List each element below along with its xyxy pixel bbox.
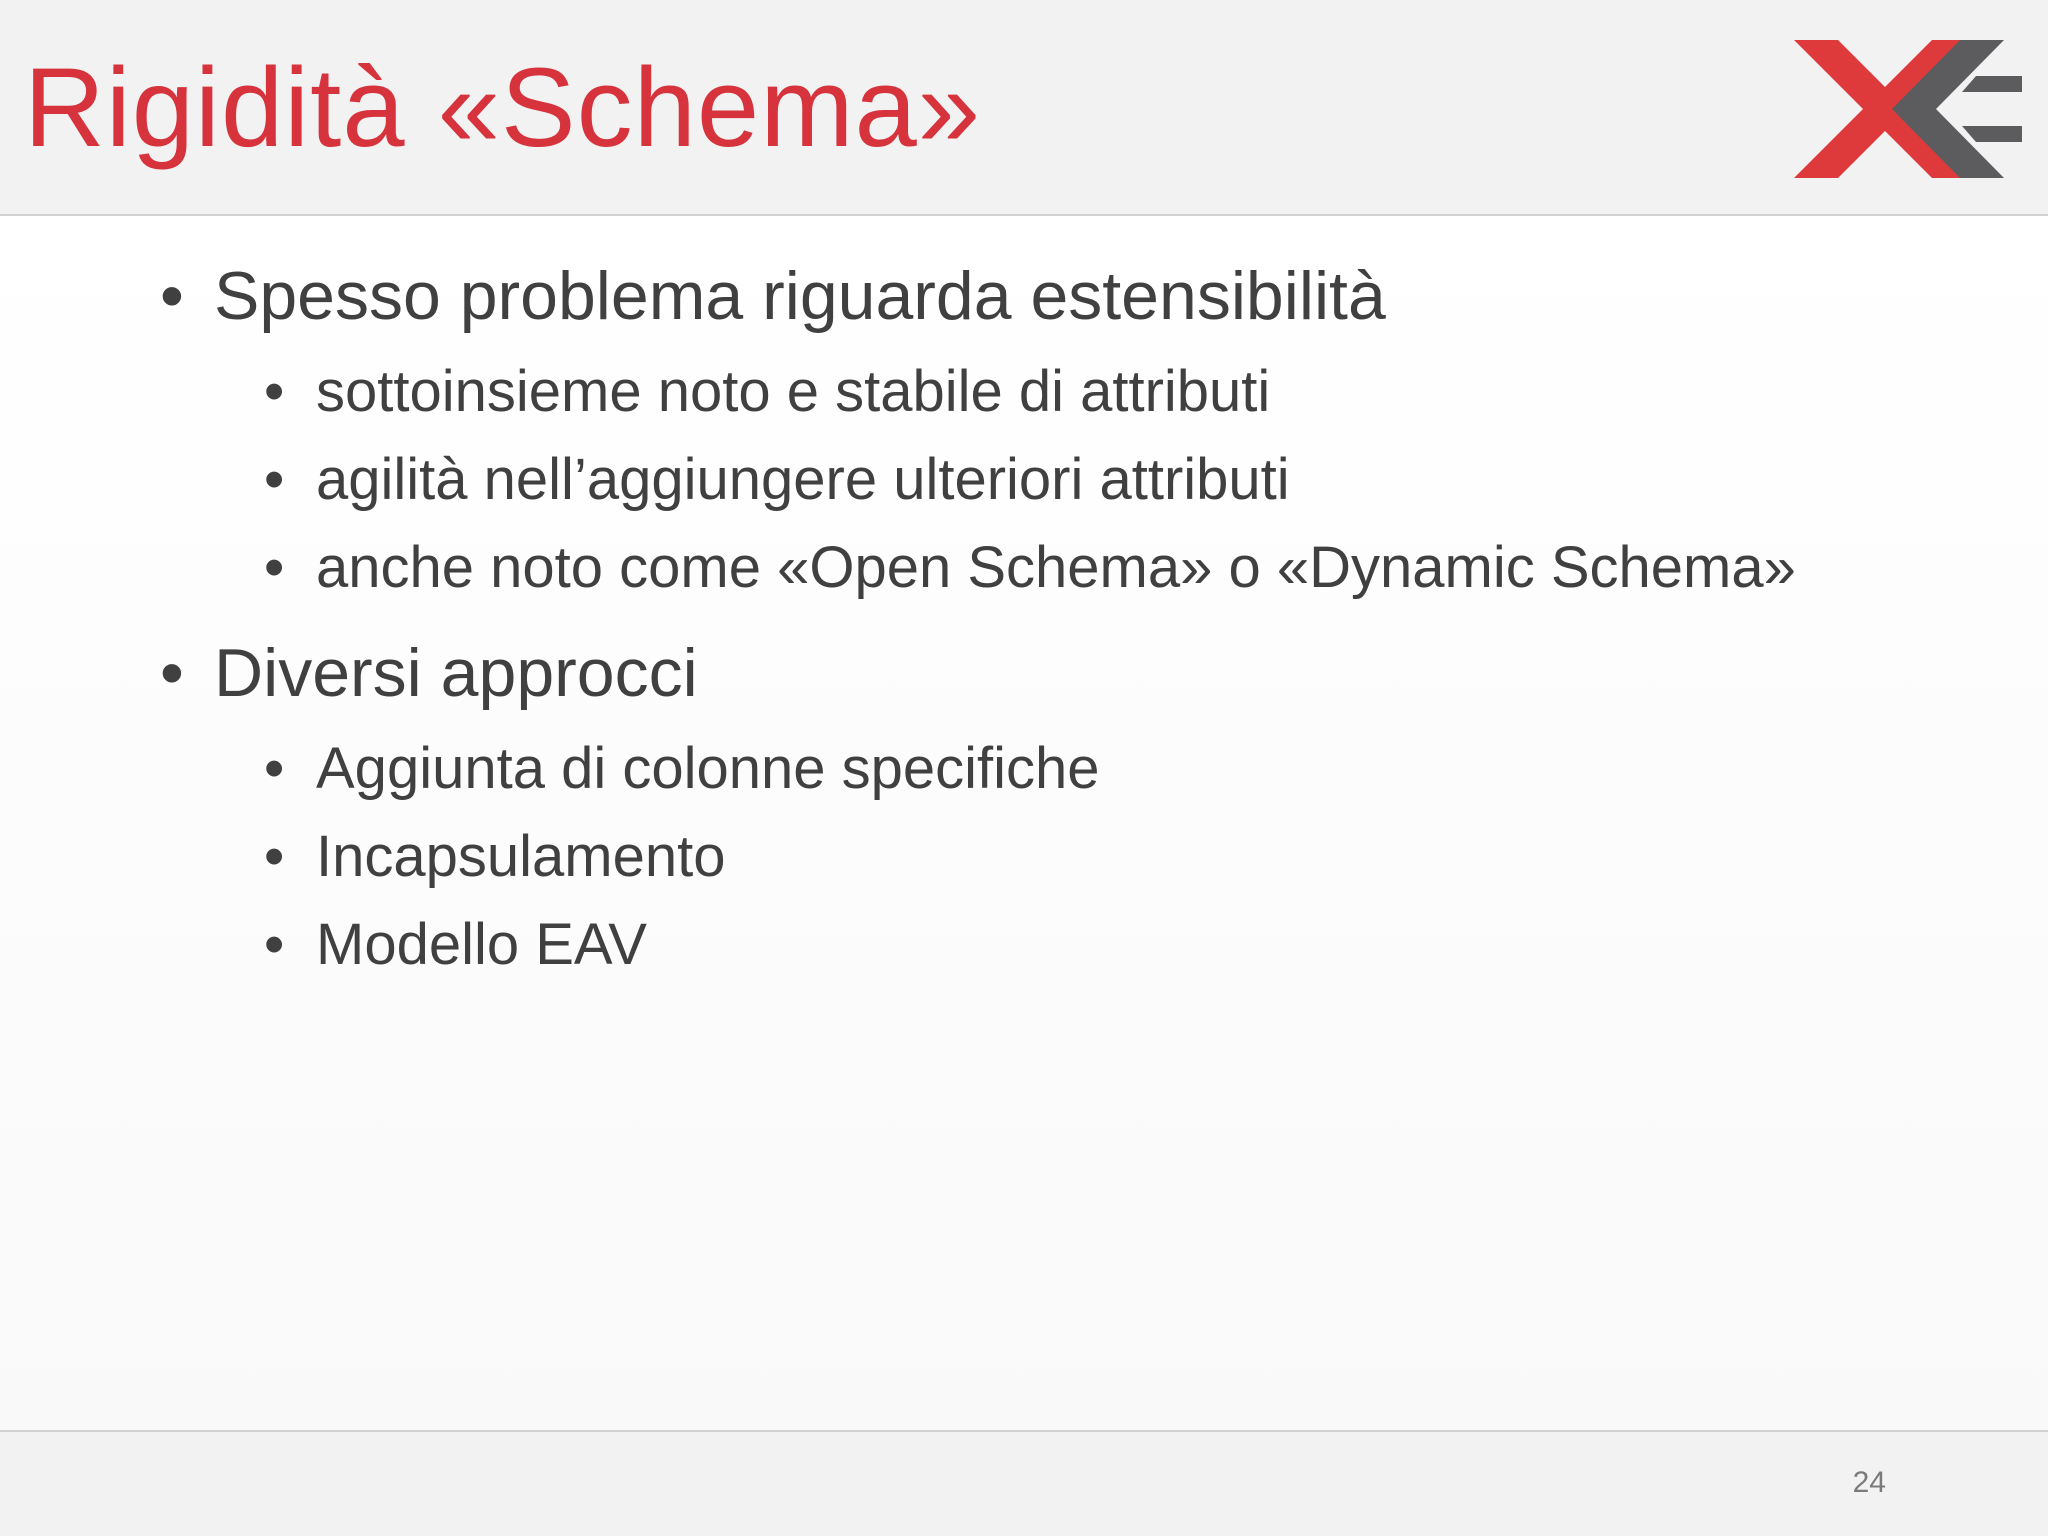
bullet-text: Diversi approcci — [214, 635, 698, 711]
slide-footer — [0, 1430, 2048, 1536]
bullet-dot: • — [264, 447, 285, 512]
bullet-dot: • — [264, 824, 285, 889]
slide-title: Rigidità «Schema» — [24, 45, 982, 170]
bullet-dot: • — [264, 912, 285, 977]
bullet-text: sottoinsieme noto e stabile di attributi — [316, 359, 1271, 424]
bullet-text: Spesso problema riguarda estensibilità — [214, 258, 1386, 334]
bullet-text: agilità nell’aggiungere ulteriori attributi — [316, 447, 1290, 512]
bullet-text: Incapsulamento — [316, 824, 726, 889]
bullet-dot: • — [264, 535, 285, 600]
slide-header — [0, 0, 2048, 216]
slide-content — [0, 216, 2048, 1432]
bullet-dot: • — [160, 258, 184, 334]
bullet-text: Aggiunta di colonne specifiche — [316, 736, 1100, 801]
bullet-dot: • — [264, 359, 285, 424]
bullet-dot: • — [264, 736, 285, 801]
bullet-text: Modello EAV — [316, 912, 647, 977]
x-arrow-logo-icon — [1790, 38, 2022, 180]
bullet-text: anche noto come «Open Schema» o «Dynamic Schema» — [316, 535, 1796, 600]
page-number: 24 — [1852, 1466, 1886, 1499]
bullet-dot: • — [160, 635, 184, 711]
